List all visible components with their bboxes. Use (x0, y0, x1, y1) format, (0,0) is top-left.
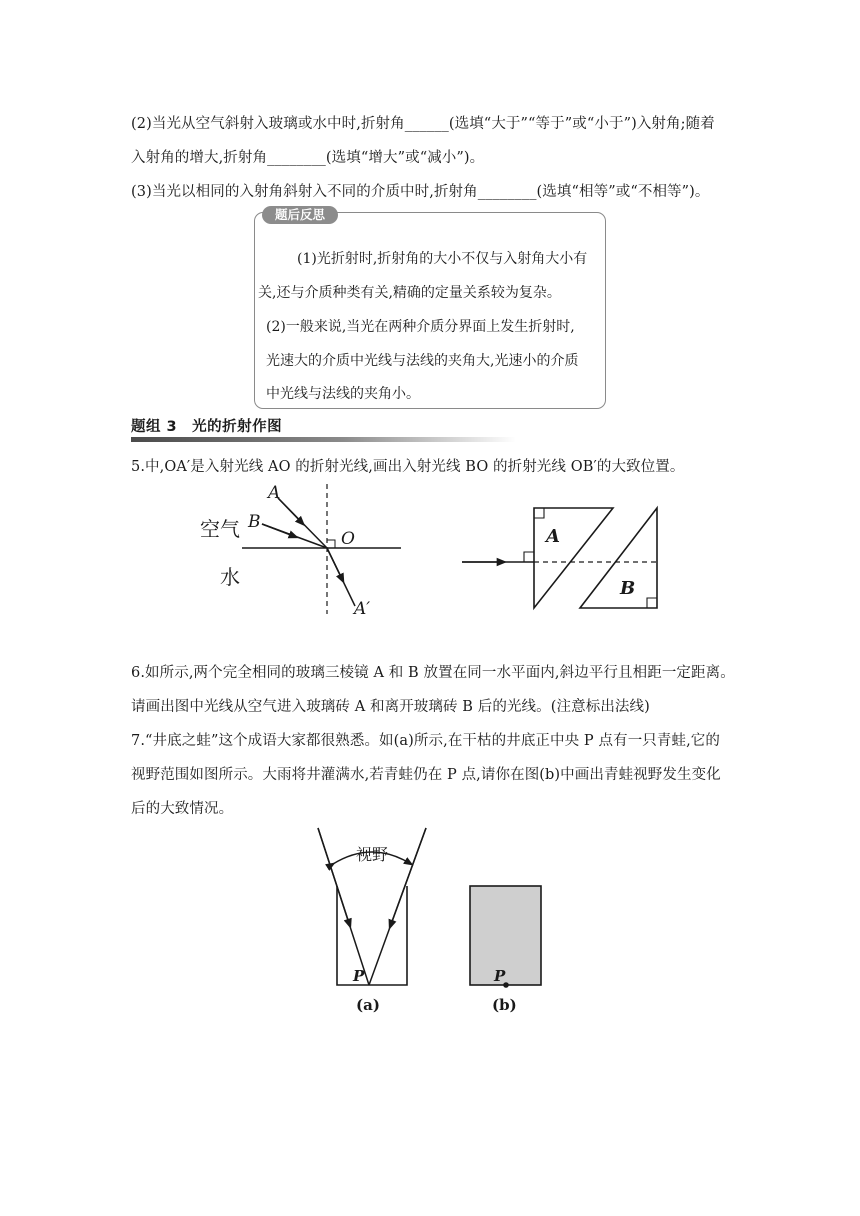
reflection-p1-line-1: (1)光折射时,折射角的大小不仅与入射角大小有 (297, 251, 588, 267)
ray-OA-prime-arrow (327, 548, 343, 581)
label-A: A (268, 483, 281, 503)
right-angle-mark (327, 540, 335, 548)
label-a: (a) (356, 996, 380, 1014)
q5-text: 5.中,OA′是入射光线 AO 的折射光线,画出入射光线 BO 的折射光线 OB′的大致位置。 (131, 459, 685, 475)
prism-B-label: B (620, 578, 636, 599)
q6-text-line-2: 请画出图中光线从空气进入玻璃砖 A 和离开玻璃砖 B 后的光线。(注意标出法线) (131, 699, 650, 715)
q2-text-line-2: 入射角的增大,折射角________(选填“增大”或“减小”)。 (131, 150, 485, 166)
label-P-a: P (353, 967, 365, 985)
reflection-box (254, 212, 606, 409)
incident-right-angle (524, 552, 534, 562)
reflection-p2-line-3: 中光线与法线的夹角小。 (266, 386, 420, 402)
prism-B (580, 508, 657, 608)
label-P-b: P (494, 967, 506, 985)
section-rule (131, 437, 516, 442)
label-B: B (248, 512, 261, 532)
well-a (337, 886, 407, 985)
prism-B-right-angle (647, 598, 657, 608)
ray-BO-arrow (262, 524, 296, 537)
q6-text-line-1: 6.如所示,两个完全相同的玻璃三棱镜 A 和 B 放置在同一水平面内,斜边平行且相距一定距离。 (131, 665, 735, 681)
well-b-water (470, 886, 541, 985)
label-A-prime: A′ (354, 599, 371, 619)
label-O: O (341, 529, 355, 549)
ray-AO-arrow (278, 498, 303, 524)
prism-A (534, 508, 613, 608)
q7-text-line-1: 7.“井底之蛙”这个成语大家都很熟悉。如(a)所示,在干枯的井底正中央 P 点有一只青蛙,它的 (131, 733, 721, 749)
reflection-tag: 题后反思 (262, 206, 338, 224)
view-ray-left-arrow (318, 828, 350, 926)
q7-text-line-3: 后的大致情况。 (131, 801, 234, 817)
q5-refraction-figure (190, 480, 410, 620)
prism-A-label: A (546, 526, 560, 547)
q7-well-figure (300, 820, 560, 1020)
section-heading: 题组 3 光的折射作图 (131, 419, 283, 435)
reflection-p2-line-1: (2)一般来说,当光在两种介质分界面上发生折射时, (266, 319, 575, 335)
label-water: 水 (220, 565, 240, 589)
prism-A-right-angle (534, 508, 544, 518)
q6-prism-figure (458, 500, 668, 620)
reflection-p1-line-2: 关,还与介质种类有关,精确的定量关系较为复杂。 (258, 285, 561, 301)
label-b: (b) (492, 996, 517, 1014)
reflection-p2-line-2: 光速大的介质中光线与法线的夹角大,光速小的介质 (266, 353, 579, 369)
q2-text-line-1: (2)当光从空气斜射入玻璃或水中时,折射角______(选填“大于”“等于”或“小于”)入射角;随着 (131, 116, 715, 132)
label-air: 空气 (200, 517, 240, 541)
label-view: 视野 (356, 845, 389, 864)
view-ray-right-arrow (390, 828, 426, 927)
q3-text: (3)当光以相同的入射角斜射入不同的介质中时,折射角________(选填“相等”或“不相等”)。 (131, 184, 710, 200)
q7-text-line-2: 视野范围如图所示。大雨将井灌满水,若青蛙仍在 P 点,请你在图(b)中画出青蛙视野发生变化 (131, 767, 721, 783)
